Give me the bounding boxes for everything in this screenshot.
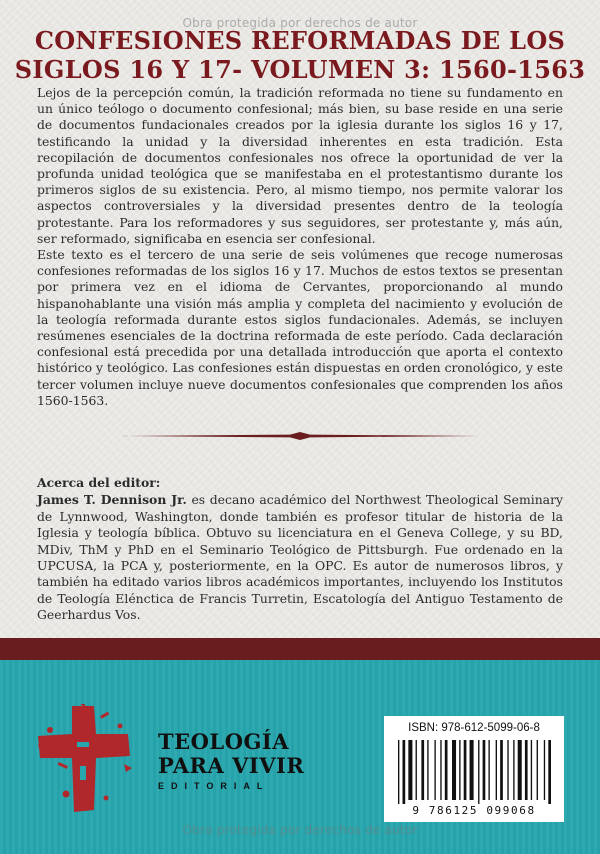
barcode-bar xyxy=(408,740,412,800)
editor-name: James T. Dennison Jr. xyxy=(37,492,187,508)
barcode-bar xyxy=(459,740,460,800)
barcode-icon xyxy=(396,740,552,804)
barcode-bar xyxy=(478,740,479,804)
barcode-bar xyxy=(440,740,441,800)
about-editor-text xyxy=(37,492,563,623)
barcode-bar xyxy=(421,740,424,800)
watermark-bottom: Obra protegida por derechos de autor xyxy=(182,823,418,837)
book-title-line2: SIGLOS 16 Y 17- VOLUMEN 3: 1560-1563 xyxy=(14,55,586,84)
isbn-barcode xyxy=(384,716,564,822)
barcode-bar xyxy=(416,740,417,800)
ornamental-divider-icon xyxy=(120,432,480,440)
barcode-bar xyxy=(544,740,545,800)
dark-red-band xyxy=(0,638,600,660)
barcode-bar xyxy=(531,740,532,800)
about-editor xyxy=(37,475,563,624)
description-paragraph-2: Este texto es el tercero de una serie de seis volúmenes que recoge numerosas confesiones reformadas de los siglos 16 y 17. Muchos de estos textos se presentan por primera vez en el idioma de Cervantes, proporcionando al mundo hispanohablante una visión más amplia y completa del nacimiento y evolución de la teología reformada durante estos siglos fundacionales. Además, se incluyen resúmenes esenciales de la doctrina reformada de este período. Cada declaración confesional está precedida por una detallada introducción que aporta el contexto histórico y teológico. Las confesiones están dispuestas en orden cronológico, y este tercer volumen incluye nueve documentos confesionales que comprenden los años 1560-1563. xyxy=(37,247,563,408)
barcode-bar xyxy=(427,740,428,800)
editor-bio: es decano académico del Northwest Theological Seminary de Lynnwood, Washington, donde también es profesor titular de historia de la Iglesia y teología bíblica. Obtuvo su licenciatura en el Geneva College, y su BD, MDiv, ThM y PhD en el Seminario Teológico de Pittsburgh. Fue ordenado en la UPCUSA, la PCA y, posteriormente, en la OPC. Es autor de numerosos libros, y también ha editado varios libros académicos importantes, incluyendo los Institutos de Teología Elénctica de Francis Turretin, Escatología del Antiguo Testamento de Geerhardus Vos. xyxy=(37,492,563,623)
barcode-bar xyxy=(464,740,467,800)
description-paragraph-1: Lejos de la percepción común, la tradición reformada no tiene su fundamento en un único teólogo o documento confesional; más bien, su base reside en una serie de documentos fundacionales creados por la iglesia durante los siglos 16 y 17, testificando la unidad y la diversidad inherentes en esta tradición. Esta recopilación de documentos confesionales nos ofrece la oportunidad de ver la profunda unidad teológica que se manifestaba en el protestantismo durante los primeros siglos de su existencia. Pero, al mismo tiempo, nos permite valorar los aspectos controversiales y la diversidad presentes dentro de la teología protestante. Para los reformadores y sus seguidores, ser protestante y, más aún, ser reformado, significaba en esencia ser confesional. xyxy=(37,85,563,246)
barcode-bar xyxy=(452,740,456,800)
publisher-name-line2: PARA VIVIR xyxy=(158,753,305,778)
barcode-bar xyxy=(403,740,406,804)
barcode-bar xyxy=(537,740,538,800)
barcode-bar xyxy=(496,740,497,800)
about-editor-heading: Acerca del editor: xyxy=(37,475,161,490)
barcode-bar xyxy=(518,740,522,800)
book-title xyxy=(0,26,600,84)
publisher-name-line3: EDITORIAL xyxy=(158,781,270,791)
publisher-name-line1: TEOLOGÍA xyxy=(158,729,290,754)
barcode-bar xyxy=(470,740,474,800)
barcode-bar xyxy=(434,740,435,800)
barcode-bar xyxy=(525,740,528,800)
barcode-bar xyxy=(483,740,486,800)
publisher-logo xyxy=(158,730,304,791)
book-title-line1: CONFESIONES REFORMADAS DE LOS xyxy=(34,26,566,55)
barcode-digits: 9 786125 099068 xyxy=(412,804,536,817)
barcode-bar xyxy=(548,740,551,804)
barcode-bar xyxy=(513,740,514,800)
watermark-top: Obra protegida por derechos de autor xyxy=(182,16,418,30)
red-cross-splash-icon xyxy=(36,704,132,814)
barcode-bar xyxy=(398,740,399,804)
book-description xyxy=(37,85,563,409)
isbn-label: ISBN: 978-612-5099-06-8 xyxy=(408,722,540,734)
barcode-bar xyxy=(445,740,448,800)
barcode-bar xyxy=(507,740,508,800)
barcode-bar xyxy=(500,740,503,800)
barcode-bar xyxy=(488,740,489,800)
